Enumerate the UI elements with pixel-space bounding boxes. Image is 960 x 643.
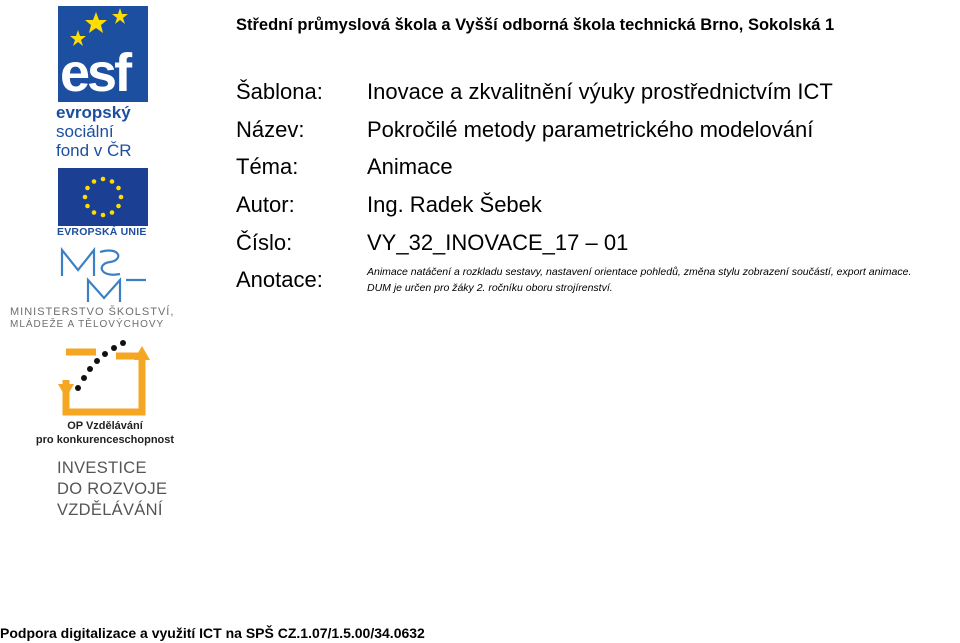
esf-text-3: fond v ČR <box>56 141 132 160</box>
field-value-cislo: VY_32_INOVACE_17 – 01 <box>367 230 629 255</box>
footer-text: Podpora digitalizace a využití ICT na SPŠ CZ.1.07/1.5.00/34.0632 <box>0 625 425 641</box>
field-value-tema: Animace <box>367 154 453 179</box>
esf-logo <box>58 6 148 102</box>
esf-text-2: sociální <box>56 122 114 141</box>
field-label-anotace: Anotace: <box>236 267 323 292</box>
field-label-cislo: Číslo: <box>236 230 293 255</box>
esf-text-1: evropský <box>56 103 131 122</box>
esf-letters: esf <box>60 43 130 102</box>
field-label-sablona: Šablona: <box>236 79 323 104</box>
msmt-logo-icon <box>58 246 150 306</box>
field-label-nazev: Název: <box>236 117 305 142</box>
field-label-autor: Autor: <box>236 192 295 217</box>
investice-text-2: DO ROZVOJE <box>57 480 168 498</box>
annotation-line-1: Animace natáčení a rozkladu sestavy, nastavení orientace pohledů, změna stylu zobrazení součástí, export animace. <box>367 266 912 278</box>
msmt-text-1: MINISTERSTVO ŠKOLSTVÍ, <box>10 306 175 318</box>
field-value-autor: Ing. Radek Šebek <box>367 192 542 217</box>
op-logo-icon <box>56 338 156 418</box>
school-name: Střední průmyslová škola a Vyšší odborná škola technická Brno, Sokolská 1 <box>236 16 835 34</box>
field-value-nazev: Pokročilé metody parametrického modelování <box>367 117 814 142</box>
msmt-text-2: MLÁDEŽE A TĚLOVÝCHOVY <box>10 319 165 330</box>
eu-stars-icon <box>58 168 148 226</box>
annotation-line-2: DUM je určen pro žáky 2. ročníku oboru strojírenství. <box>367 282 613 294</box>
op-text-1: OP Vzdělávání <box>67 420 143 432</box>
eu-label: EVROPSKÁ UNIE <box>57 226 147 238</box>
investice-text-1: INVESTICE <box>57 459 147 477</box>
op-text-2: pro konkurenceschopnost <box>35 434 175 446</box>
eu-flag <box>58 168 148 226</box>
field-value-sablona: Inovace a zkvalitnění výuky prostřednictvím ICT <box>367 79 833 104</box>
field-label-tema: Téma: <box>236 154 299 179</box>
investice-text-3: VZDĚLÁVÁNÍ <box>57 501 163 519</box>
